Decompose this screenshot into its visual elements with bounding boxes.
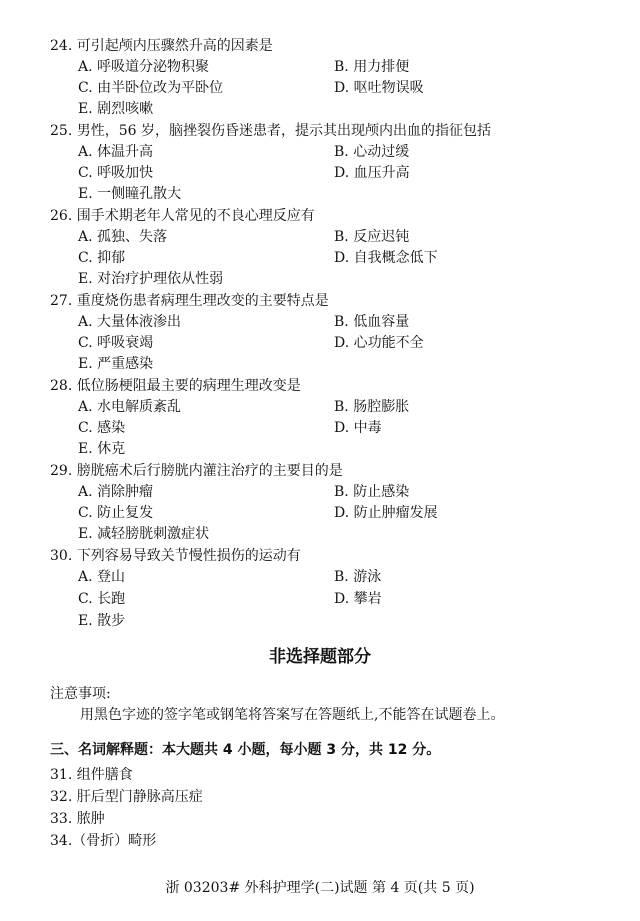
question-24-stem: 24. 可引起颅内压骤然升高的因素是 (50, 38, 273, 54)
q29-option-b: B. 防止感染 (334, 484, 410, 500)
q28-option-b: B. 肠腔膨胀 (334, 399, 410, 415)
term-34: 34.（骨折）畸形 (50, 833, 157, 849)
term-33: 33. 脓肿 (50, 811, 105, 827)
question-25-stem: 25. 男性，56 岁，脑挫裂伤昏迷患者，提示其出现颅内出血的指征包括 (50, 123, 491, 139)
notice-text: 用黑色字迹的签字笔或钢笔将答案写在答题纸上,不能答在试题卷上。 (80, 707, 505, 723)
q27-option-b: B. 低血容量 (334, 314, 410, 330)
q27-option-c: C. 呼吸衰竭 (78, 335, 154, 351)
notice-heading: 注意事项: (50, 686, 111, 702)
q28-option-e: E. 休克 (78, 441, 126, 457)
q27-option-e: E. 严重感染 (78, 356, 154, 372)
q26-option-e: E. 对治疗护理依从性弱 (78, 271, 224, 287)
question-26-stem: 26. 围手术期老年人常见的不良心理反应有 (50, 208, 315, 224)
q25-option-e: E. 一侧瞳孔散大 (78, 186, 182, 202)
part3-heading: 三、名词解释题：本大题共 4 小题，每小题 3 分，共 12 分。 (50, 742, 441, 758)
q28-option-d: D. 中毒 (334, 420, 382, 436)
q26-option-c: C. 抑郁 (78, 250, 126, 266)
q24-option-e: E. 剧烈咳嗽 (78, 101, 154, 117)
q24-option-c: C. 由半卧位改为平卧位 (78, 80, 224, 96)
q29-option-a: A. 消除肿瘤 (78, 484, 154, 500)
q30-option-e: E. 散步 (78, 613, 126, 629)
q25-option-c: C. 呼吸加快 (78, 165, 154, 181)
question-27-stem: 27. 重度烧伤患者病理生理改变的主要特点是 (50, 293, 329, 309)
q28-option-a: A. 水电解质紊乱 (78, 399, 182, 415)
q24-option-d: D. 呕吐物误吸 (334, 80, 424, 96)
term-32: 32. 肝后型门静脉高压症 (50, 789, 203, 805)
question-30-stem: 30. 下列容易导致关节慢性损伤的运动有 (50, 548, 301, 564)
q30-option-c: C. 长跑 (78, 591, 126, 607)
page-footer: 浙 03203# 外科护理学(二)试题 第 4 页(共 5 页) (165, 880, 475, 896)
term-31: 31. 组件膳食 (50, 767, 133, 783)
q26-option-d: D. 自我概念低下 (334, 250, 438, 266)
question-28-stem: 28. 低位肠梗阻最主要的病理生理改变是 (50, 378, 301, 394)
q28-option-c: C. 感染 (78, 420, 126, 436)
q26-option-a: A. 孤独、失落 (78, 229, 168, 245)
q24-option-b: B. 用力排便 (334, 59, 410, 75)
q25-option-d: D. 血压升高 (334, 165, 410, 181)
q25-option-b: B. 心动过缓 (334, 144, 410, 160)
q29-option-e: E. 减轻膀胱刺激症状 (78, 526, 210, 542)
q24-option-a: A. 呼吸道分泌物积聚 (78, 59, 210, 75)
section-title: 非选择题部分 (269, 647, 371, 667)
q30-option-a: A. 登山 (78, 569, 126, 585)
q29-option-d: D. 防止肿瘤发展 (334, 505, 438, 521)
question-29-stem: 29. 膀胱癌术后行膀胱内灌注治疗的主要目的是 (50, 463, 343, 479)
q25-option-a: A. 体温升高 (78, 144, 154, 160)
q30-option-b: B. 游泳 (334, 569, 382, 585)
q26-option-b: B. 反应迟钝 (334, 229, 410, 245)
q29-option-c: C. 防止复发 (78, 505, 154, 521)
q27-option-a: A. 大量体液渗出 (78, 314, 182, 330)
q27-option-d: D. 心功能不全 (334, 335, 424, 351)
q30-option-d: D. 攀岩 (334, 591, 382, 607)
